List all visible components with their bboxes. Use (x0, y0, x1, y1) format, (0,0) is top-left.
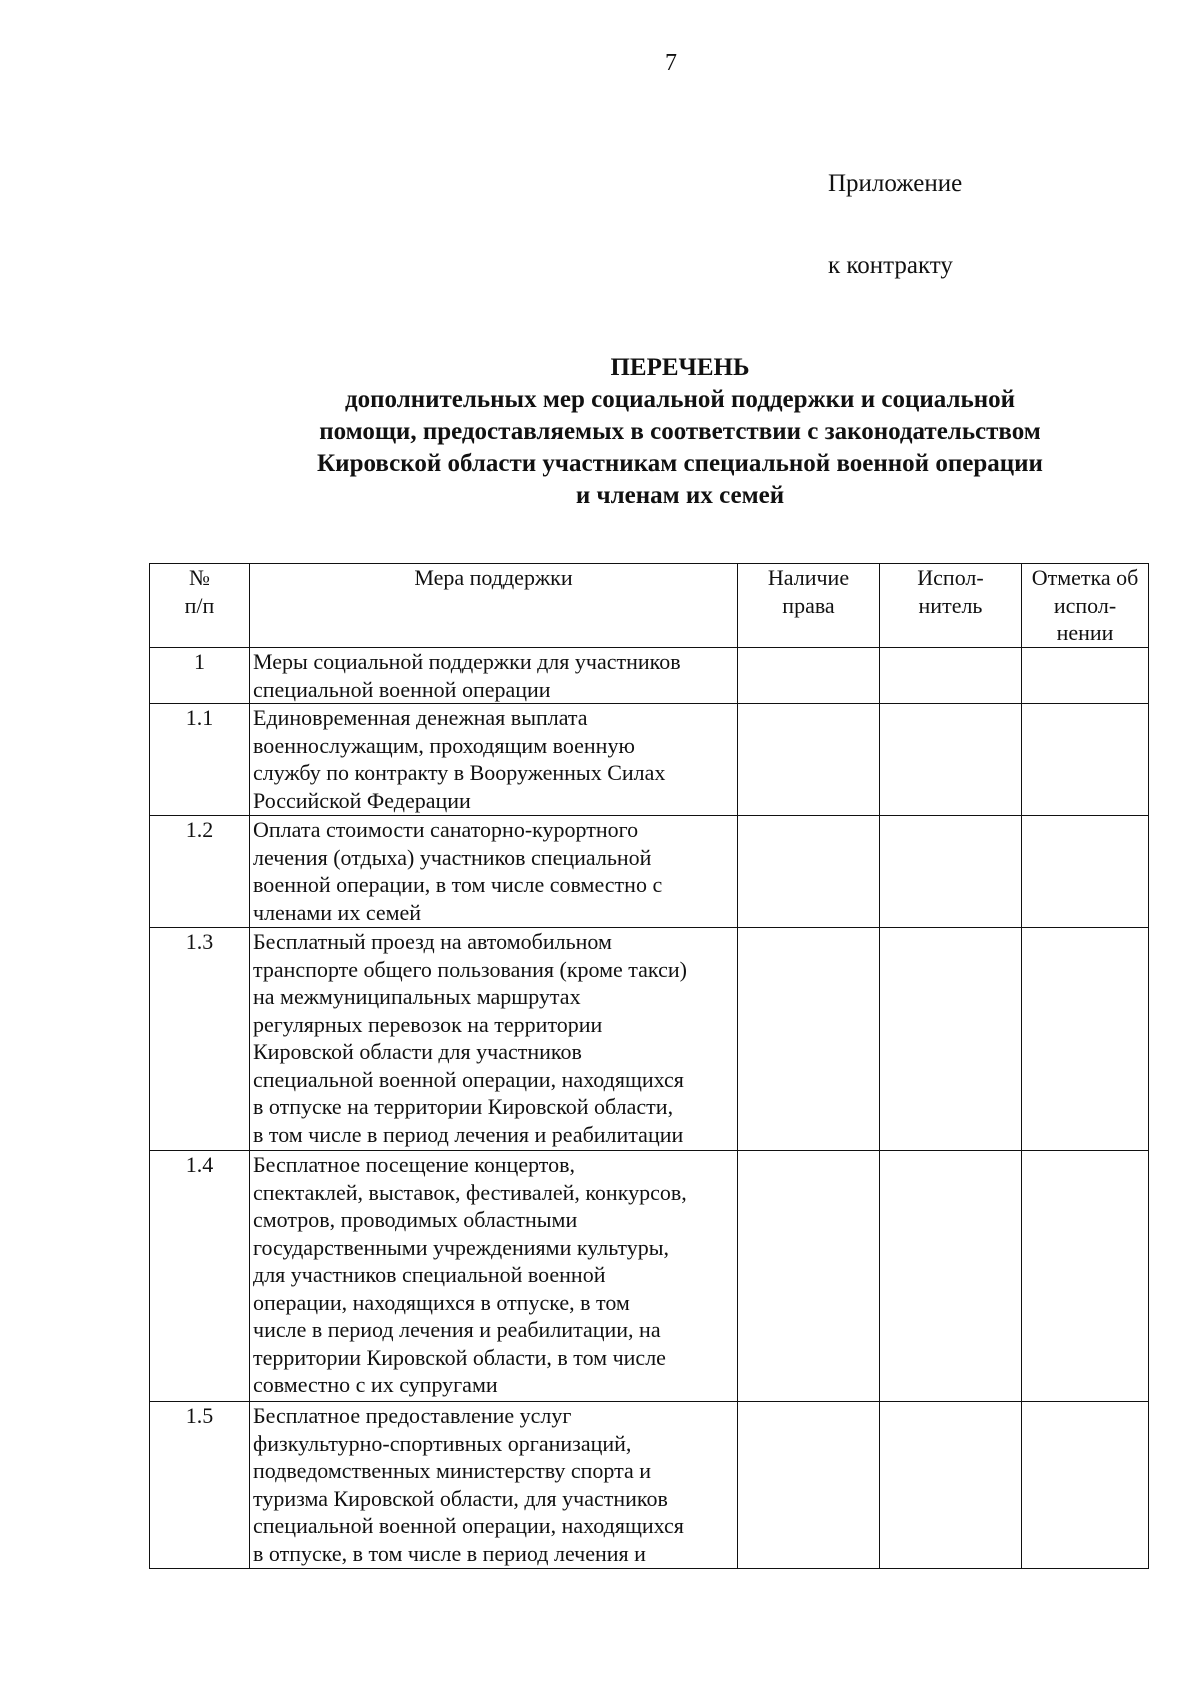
measure-line: в том числе в период лечения и реабилитации (253, 1121, 684, 1147)
header-mark (1022, 564, 1149, 648)
table-row (150, 1151, 1149, 1402)
right-cell (738, 1402, 880, 1569)
measure-line: туризма Кировской области, для участников (253, 1485, 668, 1511)
appendix-label: Приложение (828, 170, 963, 197)
header-text: Наличие (767, 565, 850, 590)
measure-line: специальной военной операции, находящихся (253, 1513, 684, 1538)
measure-line: государственными учреждениями культуры, (253, 1234, 670, 1260)
table-row (150, 648, 1149, 704)
measure-line: транспорте общего пользования (кроме такси) (253, 956, 687, 982)
header-text: № (189, 565, 210, 590)
measure-line: операции, находящихся в отпуске, в том (253, 1289, 630, 1315)
header-executor (880, 564, 1022, 648)
row-number: 1.3 (150, 928, 250, 1151)
measure-cell (250, 1151, 738, 1402)
measure-line: военной операции, в том числе совместно с (253, 872, 663, 897)
executor-cell (880, 928, 1022, 1151)
executor-cell (880, 1402, 1022, 1569)
right-cell (738, 1151, 880, 1402)
header-measure (250, 564, 738, 648)
measure-line: Российской Федерации (253, 787, 471, 813)
appendix-contract-label: к контракту (828, 252, 953, 279)
header-number (150, 564, 250, 648)
measure-line: физкультурно-спортивных организаций, (253, 1430, 632, 1456)
header-text: испол- (1053, 592, 1117, 618)
measure-line: членами их семей (253, 899, 422, 925)
executor-cell (880, 816, 1022, 928)
mark-cell (1022, 1402, 1149, 1569)
measure-cell (250, 816, 738, 928)
table-row (150, 1402, 1149, 1569)
document-heading (250, 352, 1110, 512)
mark-cell (1022, 1151, 1149, 1402)
measure-line: Бесплатный проезд на автомобильном (253, 929, 612, 954)
measure-line: территории Кировской области, в том числе (253, 1344, 666, 1370)
right-cell (738, 648, 880, 704)
header-right (738, 564, 880, 648)
measure-line: специальной военной операции, находящихся (253, 1066, 684, 1092)
measure-line: Бесплатное посещение концертов, (253, 1152, 576, 1177)
mark-cell (1022, 648, 1149, 704)
measure-line: специальной военной операции (253, 676, 551, 702)
measure-line: смотров, проводимых областными (253, 1207, 578, 1232)
header-text: права (782, 592, 835, 618)
mark-cell (1022, 816, 1149, 928)
measure-cell (250, 648, 738, 704)
header-text: нитель (918, 592, 983, 618)
document-subtitle-line: дополнительных мер социальной поддержки и социальной (344, 386, 1016, 413)
measure-cell (250, 1402, 738, 1569)
measure-line: службу по контракту в Вооруженных Силах (253, 760, 666, 785)
executor-cell (880, 1151, 1022, 1402)
mark-cell (1022, 928, 1149, 1151)
header-text: Испол- (917, 565, 984, 590)
table-row (150, 816, 1149, 928)
support-measures-table (149, 563, 1149, 1569)
right-cell (738, 704, 880, 816)
measure-line: регулярных перевозок на территории (253, 1011, 603, 1037)
header-text: Мера поддержки (414, 565, 573, 590)
header-text: Отметка об (1031, 565, 1139, 590)
measure-line: совместно с их супругами (253, 1372, 498, 1397)
measure-line: в отпуске, в том числе в период лечения и (253, 1540, 646, 1566)
right-cell (738, 816, 880, 928)
measure-line: в отпуске на территории Кировской области, (253, 1094, 674, 1119)
measure-line: Кировской области для участников (253, 1039, 582, 1064)
measure-line: для участников специальной военной (253, 1262, 606, 1287)
measure-line: числе в период лечения и реабилитации, на (253, 1317, 661, 1342)
document-subtitle-line: Кировской области участникам специальной военной операции (317, 450, 1043, 477)
mark-cell (1022, 704, 1149, 816)
row-number: 1.2 (150, 816, 250, 928)
measure-line: подведомственных министерству спорта и (253, 1458, 652, 1483)
measure-line: лечения (отдыха) участников специальной (253, 844, 652, 870)
page-number: 7 (665, 50, 677, 76)
row-number: 1.4 (150, 1151, 250, 1402)
row-number: 1.5 (150, 1402, 250, 1569)
measure-line: Оплата стоимости санаторно-курортного (253, 817, 639, 842)
measure-line: Единовременная денежная выплата (253, 705, 588, 730)
measure-line: Меры социальной поддержки для участников (253, 649, 681, 674)
measure-line: военнослужащим, проходящим военную (253, 732, 635, 758)
executor-cell (880, 704, 1022, 816)
measure-line: спектаклей, выставок, фестивалей, конкурсов, (253, 1179, 687, 1205)
row-number: 1.1 (150, 704, 250, 816)
header-text: п/п (184, 592, 215, 618)
document-subtitle-line: и членам их семей (575, 482, 785, 509)
measure-line: Бесплатное предоставление услуг (253, 1403, 572, 1428)
document-title: ПЕРЕЧЕНЬ (610, 354, 750, 381)
table-header-row (150, 564, 1149, 648)
right-cell (738, 928, 880, 1151)
table-row (150, 928, 1149, 1151)
table-row (150, 704, 1149, 816)
measure-cell (250, 704, 738, 816)
executor-cell (880, 648, 1022, 704)
measure-cell (250, 928, 738, 1151)
row-number: 1 (150, 648, 250, 704)
measure-line: на межмуниципальных маршрутах (253, 984, 581, 1009)
header-text: нении (1056, 620, 1114, 645)
document-subtitle-line: помощи, предоставляемых в соответствии с законодательством (319, 418, 1041, 445)
